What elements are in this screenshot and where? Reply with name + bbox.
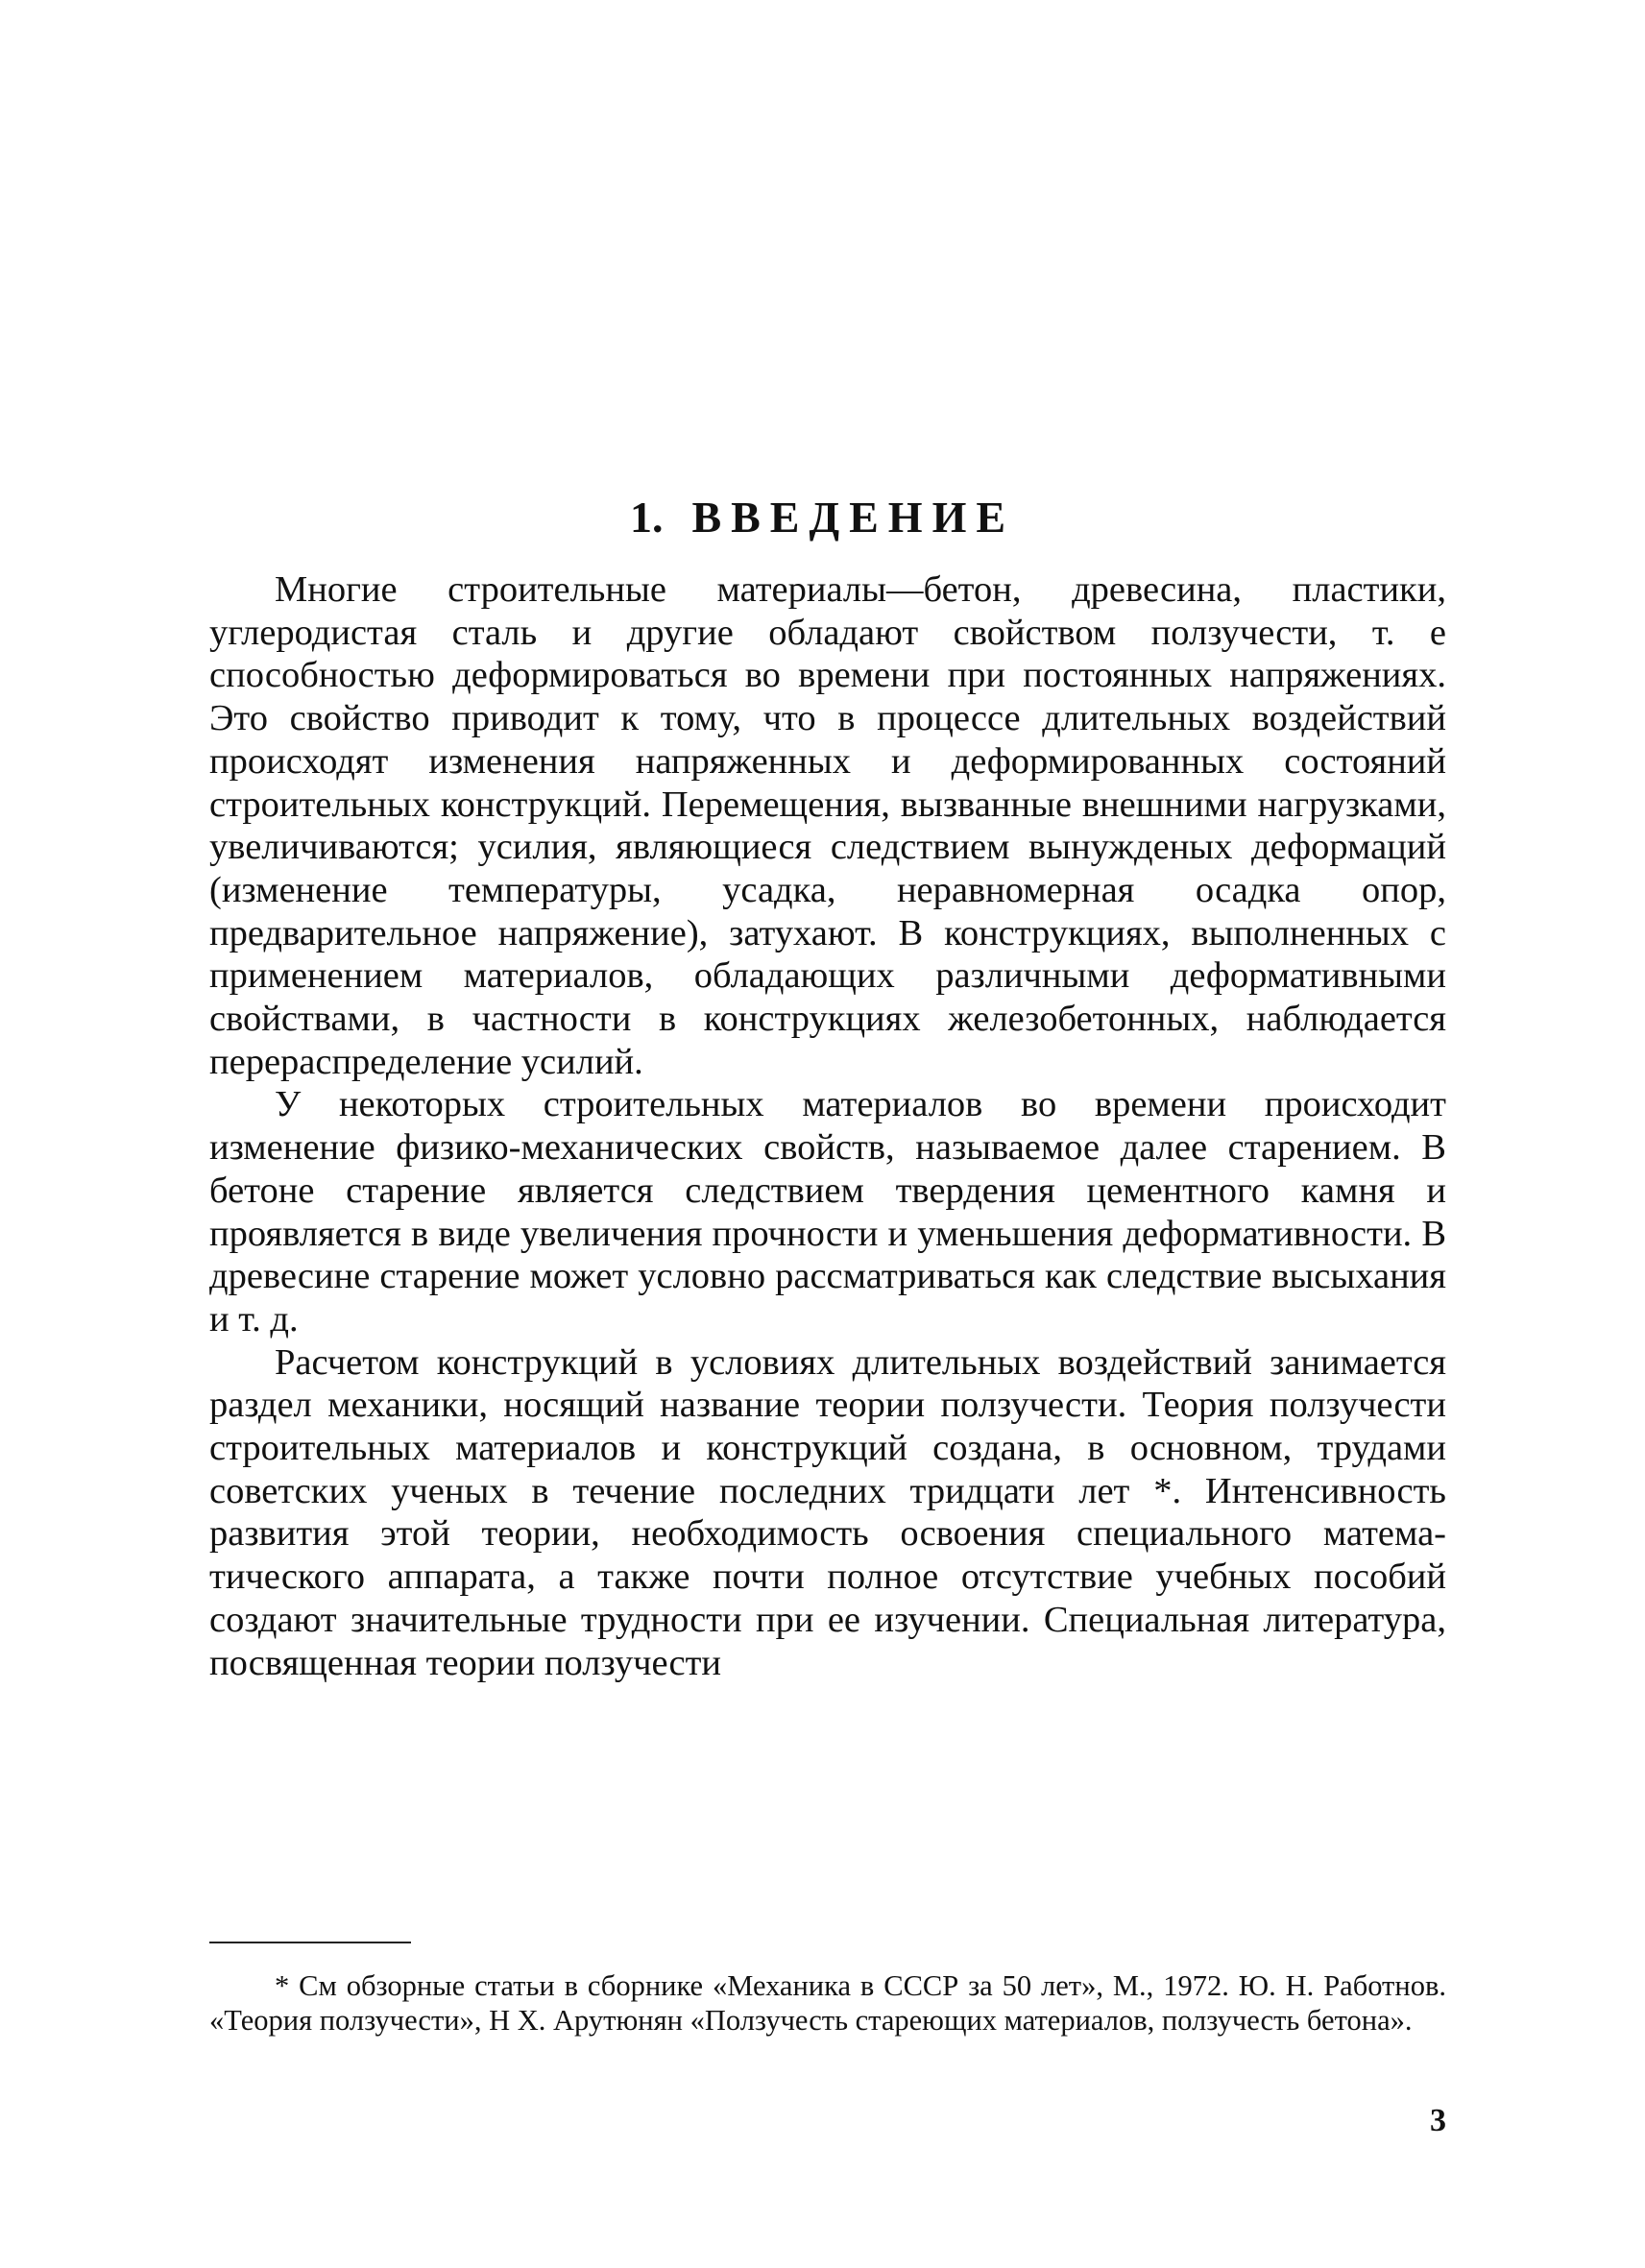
- chapter-title: ВВЕДЕНИЕ: [691, 493, 1016, 542]
- chapter-number: 1.: [629, 493, 664, 542]
- chapter-heading: [0, 492, 1645, 543]
- paragraph: Многие строительные материалы—бетон, древесина, пластики, углеродистая сталь и другие обладают свойством ползучести, т. е способностью деформироваться во времени при постоянных напряжениях. Это свойство приводит к тому, что в процессе длительных воздействий происходят изменения напряженных и деформированных состояний строительных конструкций. Перемещения, вызванные внешними нагрузками, увеличиваются; усилия, являющиеся следствием вынужденых деформаций (изменение температуры, усадка, неравномерная осадка опор, предварительное напряжение), затухают. В конструкциях, выполненных с применением материалов, обладающих различными деформативными свойствами, в частности в конструкциях железобетонных, наблюдается перераспределение усилий.: [209, 569, 1446, 1082]
- page-number: 3: [1430, 2103, 1446, 2138]
- body-text: [209, 568, 1446, 1684]
- footnote-divider: [209, 1942, 411, 1943]
- paragraph: У некоторых строительных материалов во времени происходит изменение физико-механических свойств, называемое далее старением. В бетоне старение является следствием твердения цементного камня и проявляется в виде увеличения прочности и уменьшения деформативности. В древесине старение может условно рассматриваться как следствие высыхания и т. д.: [209, 1084, 1446, 1339]
- footnote: * См обзорные статьи в сборнике «Механика в СССР за 50 лет», М., 1972. Ю. Н. Работнов. «Теория ползучести», Н Х. Арутюнян «Ползучесть стареющих материалов, ползучесть бетона».: [209, 1969, 1446, 2037]
- paragraph: Расчетом конструкций в условиях длительных воздействий занимается раздел механики, носящий название теории ползучести. Теория ползучести строительных материалов и конструкций создана, в основном, трудами советских ученых в течение последних тридцати лет *. Интенсивность развития этой теории, необходимость освоения специального математического аппарата, а также почти полное отсутствие учебных пособий создают значительные трудности при ее изучении. Специальная литература, посвященная теории ползучести: [209, 1341, 1446, 1683]
